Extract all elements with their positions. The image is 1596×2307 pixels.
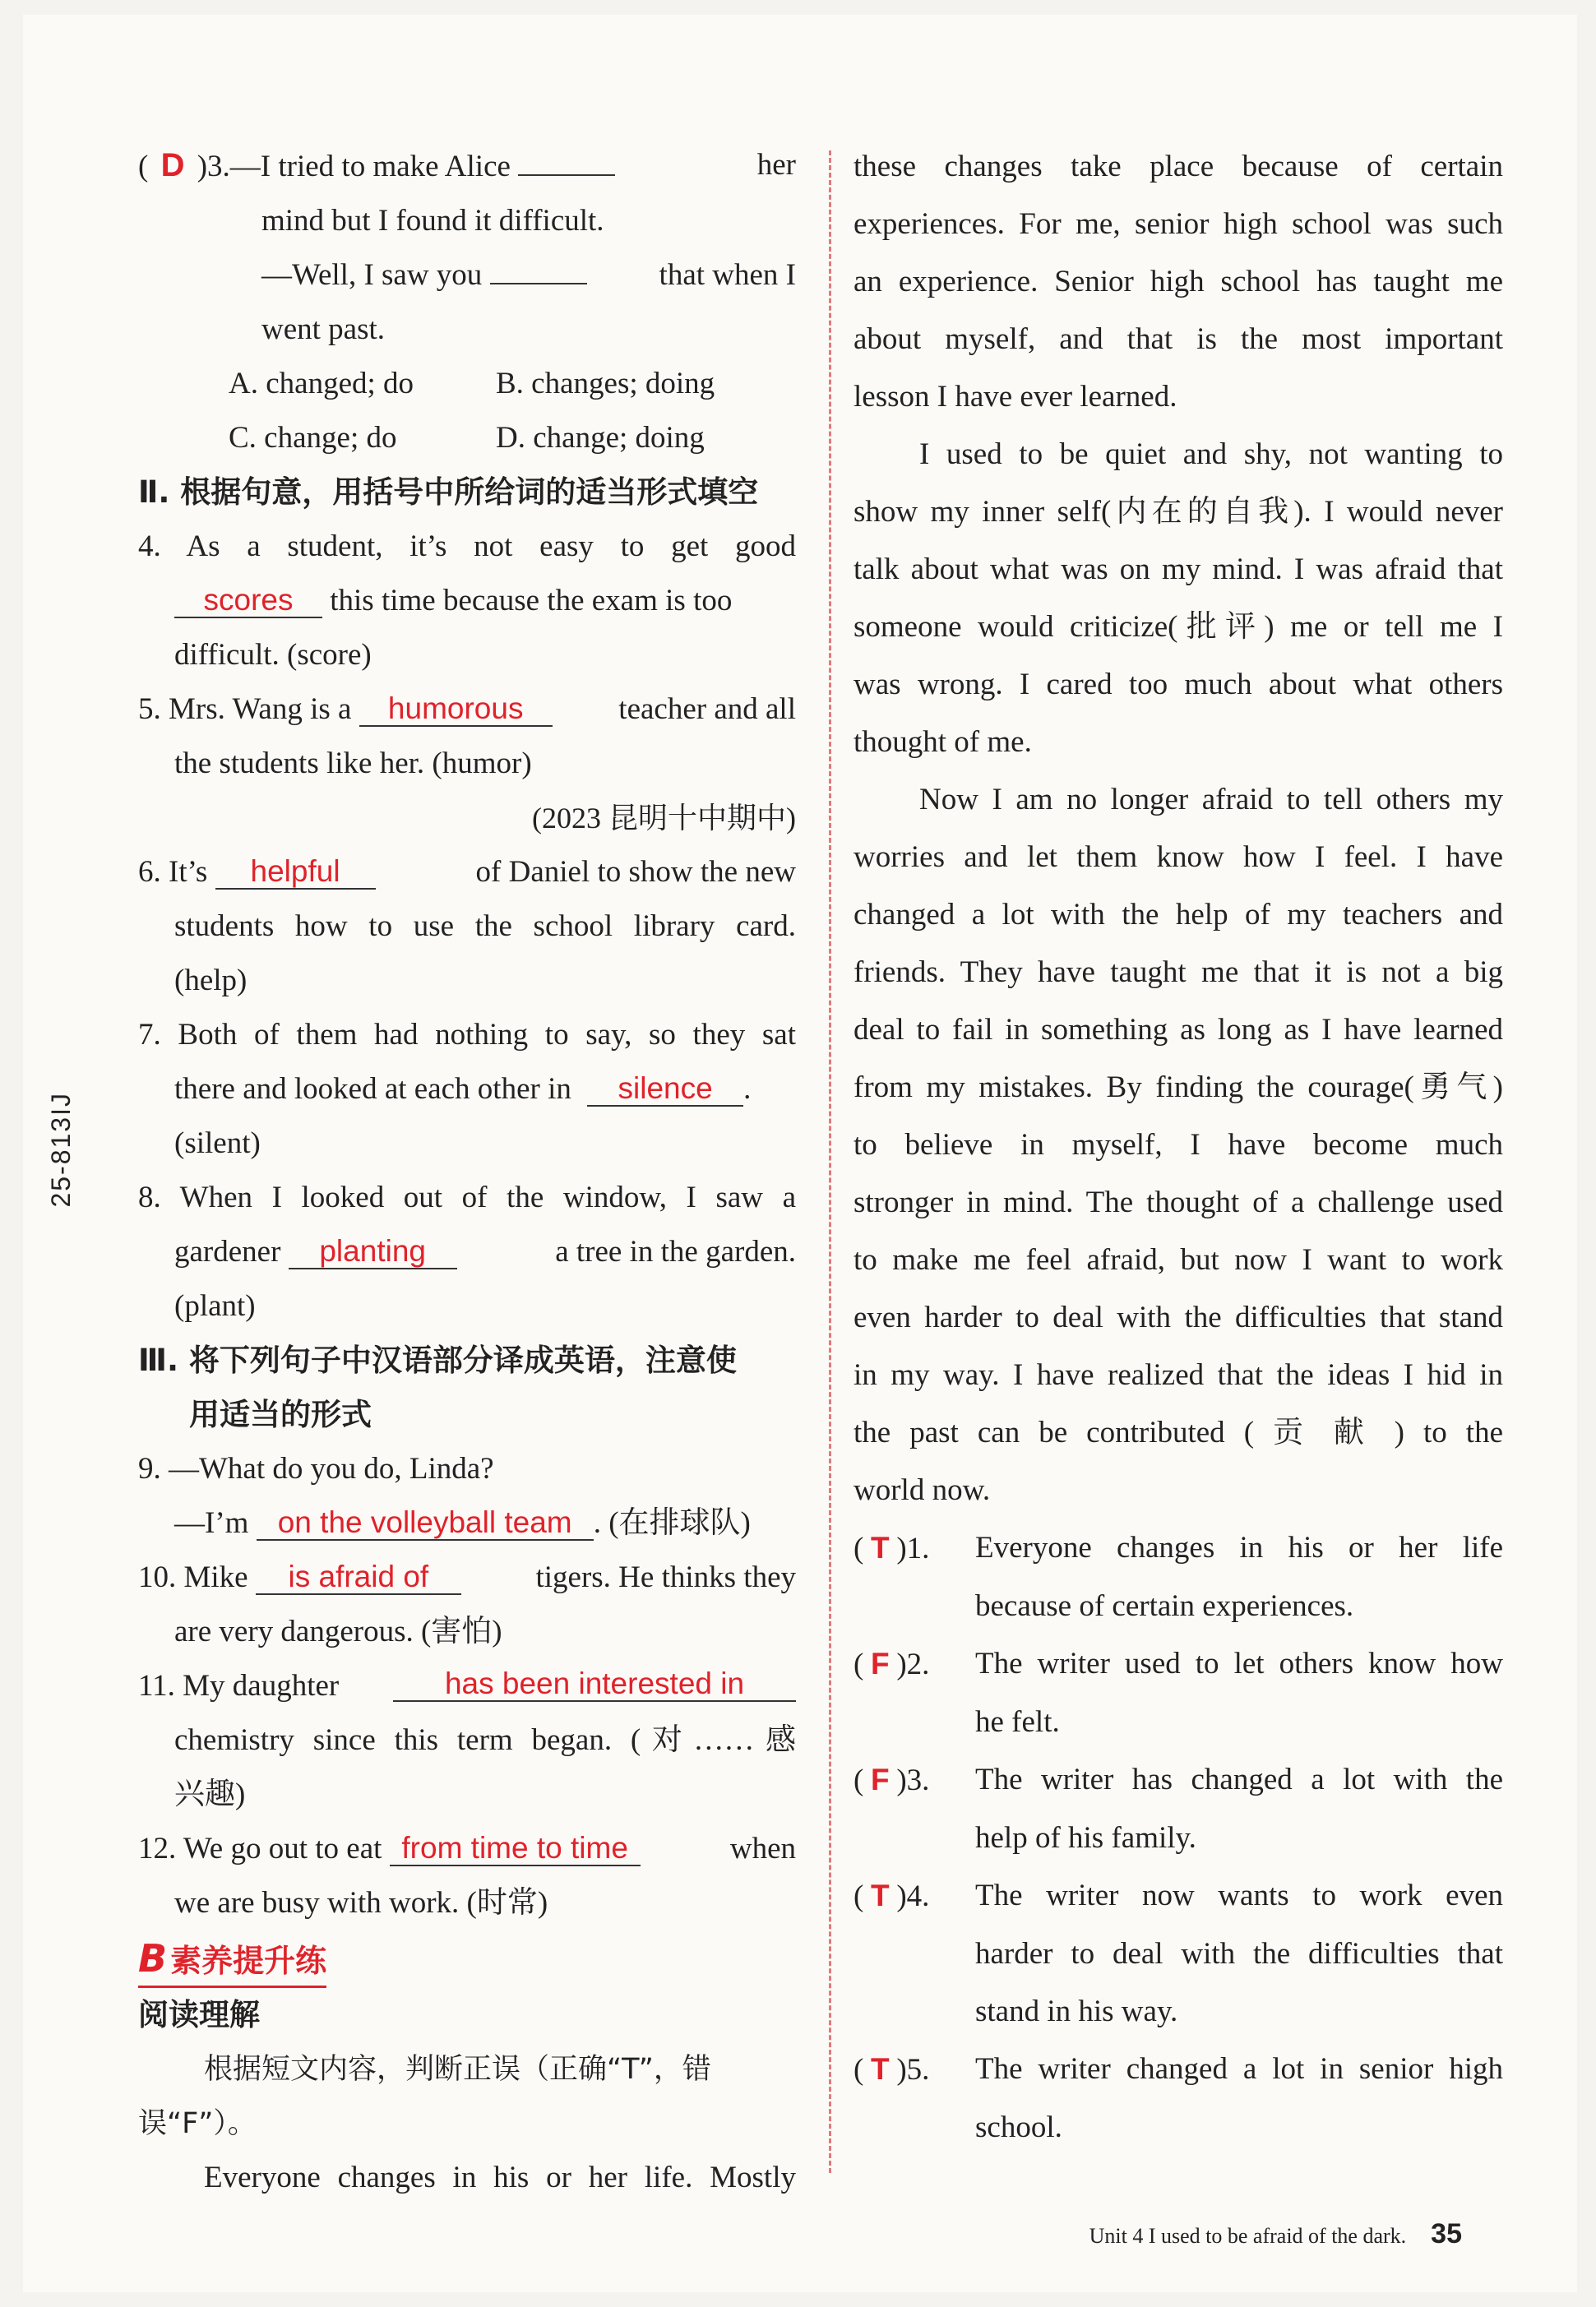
q3-line3-text: —Well, I saw you xyxy=(261,258,483,292)
q5-text-end: teacher and all xyxy=(618,692,796,726)
tf5-line2: school. xyxy=(975,2111,1062,2144)
q10-text-end: tigers. He thinks they xyxy=(535,1560,796,1594)
tf2-answer[interactable]: F xyxy=(871,1647,890,1681)
passage-p3-line2: worries and let them know how I feel. I have xyxy=(854,840,1503,874)
q11-answer[interactable]: has been interested in xyxy=(393,1667,796,1702)
section-b-letter: B xyxy=(138,1936,168,1981)
q3-answer: D xyxy=(160,147,185,183)
q11-text: 11. My daughter xyxy=(138,1669,340,1703)
q3-number: 3. xyxy=(207,150,230,183)
passage-p1-line1: these changes take place because of certain xyxy=(854,150,1503,183)
tf5-number: )5. xyxy=(896,2053,930,2087)
tf5-paren: ( xyxy=(854,2053,864,2087)
q12-line1 xyxy=(138,1822,796,1876)
q6-line1 xyxy=(138,845,796,899)
passage-p3-line3: changed a lot with the help of my teachers and xyxy=(854,898,1503,932)
tf-item-5 xyxy=(854,2041,1503,2099)
passage-line1: Everyone changes in his or her life. Mostly xyxy=(204,2161,796,2194)
q8-text-end: a tree in the garden. xyxy=(555,1235,796,1269)
passage-p2-line1: I used to be quiet and shy, not wanting to xyxy=(919,437,1503,471)
q6-answer[interactable]: helpful xyxy=(215,855,376,890)
passage-p3-line10: even harder to deal with the difficulties that stand xyxy=(854,1301,1503,1334)
column-divider xyxy=(829,150,831,2173)
q4-line3: difficult. (score) xyxy=(174,638,372,672)
q11-line1 xyxy=(138,1659,796,1713)
passage-p2-line6: thought of me. xyxy=(854,725,1032,759)
q8-answer[interactable]: planting xyxy=(289,1235,457,1269)
passage-p2-line3: talk about what was on my mind. I was afraid that xyxy=(854,552,1503,586)
q4-line1: 4. As a student, it’s not easy to get good xyxy=(138,529,796,563)
passage-p2-line2: show my inner self(内在的自我). I would never xyxy=(854,495,1503,529)
q5-line2: the students like her. (humor) xyxy=(174,747,532,780)
q3-text: —I tried to make Alice xyxy=(229,150,511,183)
q4-text: this time because the exam is too xyxy=(330,584,733,617)
tf1-line1: Everyone changes in his or her life xyxy=(975,1531,1503,1565)
q11-line3: 兴趣) xyxy=(174,1778,246,1811)
tf3-answer[interactable]: F xyxy=(871,1763,890,1796)
passage-p3-line8: stronger in mind. The thought of a challenge used xyxy=(854,1186,1503,1219)
section2-title: Ⅱ. 根据句意，用括号中所给词的适当形式填空 xyxy=(138,474,759,510)
q3-option-a[interactable]: A. changed; do xyxy=(229,367,414,400)
reading-instruction-line2: 误“F”）。 xyxy=(138,2107,257,2140)
reading-title: 阅读理解 xyxy=(138,1997,260,2032)
passage-p3-line6: from my mistakes. By finding the courage(勇气) xyxy=(854,1070,1503,1104)
tf-item-3 xyxy=(854,1751,1503,1810)
tf1-line2: because of certain experiences. xyxy=(975,1589,1354,1623)
q6-line3: (help) xyxy=(174,964,247,997)
q3-blank-2[interactable] xyxy=(490,283,587,284)
q8-line2 xyxy=(138,1225,796,1279)
passage-p1-line5: lesson I have ever learned. xyxy=(854,380,1177,414)
q10-text: 10. Mike xyxy=(138,1560,248,1594)
q10-answer[interactable]: is afraid of xyxy=(256,1560,461,1595)
left-column xyxy=(138,138,796,2205)
q3-line3-end: that when I xyxy=(659,258,796,292)
side-code: 25-813IJ xyxy=(46,1092,76,1208)
tf1-answer[interactable]: T xyxy=(871,1531,890,1565)
q3-text-end: her xyxy=(756,148,796,182)
q3-blank-1[interactable] xyxy=(518,174,615,176)
q8-text: gardener xyxy=(174,1235,281,1269)
q3-paren-close: ) xyxy=(197,150,208,183)
q3-options-row2 xyxy=(138,411,796,465)
q7-answer[interactable]: silence xyxy=(587,1072,743,1107)
passage-p1-line4: about myself, and that is the most important xyxy=(854,322,1503,356)
tf4-line3: stand in his way. xyxy=(975,1995,1178,2028)
q3-option-c[interactable]: C. change; do xyxy=(229,421,397,455)
q8-line1: 8. When I looked out of the window, I saw a xyxy=(138,1181,796,1214)
q6-text-end: of Daniel to show the new xyxy=(475,855,796,889)
tf4-answer[interactable]: T xyxy=(871,1879,890,1912)
passage-p1-line3: an experience. Senior high school has taught me xyxy=(854,265,1503,298)
q7-period: . xyxy=(743,1072,752,1106)
passage-p3-line4: friends. They have taught me that it is not a big xyxy=(854,955,1503,989)
q9-line2 xyxy=(138,1496,796,1551)
q4-line2 xyxy=(138,574,796,628)
q6-line2: students how to use the school library card. xyxy=(174,909,796,943)
right-column xyxy=(854,138,1503,2157)
tf3-paren: ( xyxy=(854,1764,864,1797)
q7-line3: (silent) xyxy=(174,1126,261,1160)
tf3-line2: help of his family. xyxy=(975,1821,1196,1855)
q7-text: there and looked at each other in xyxy=(174,1072,571,1106)
passage-p2-line4: someone would criticize(批评) me or tell me I xyxy=(854,610,1503,644)
tf-item-1 xyxy=(854,1519,1503,1578)
passage-p3-line11: in my way. I have realized that the ideas I hid in xyxy=(854,1358,1503,1392)
q5-source: (2023 昆明十中期中) xyxy=(532,802,796,834)
page-footer xyxy=(1089,2218,1462,2250)
tf4-paren: ( xyxy=(854,1879,864,1913)
tf4-line1: The writer now wants to work even xyxy=(975,1879,1503,1912)
q3-line2: mind but I found it difficult. xyxy=(261,204,604,238)
tf1-number: )1. xyxy=(896,1532,930,1565)
q6-text: 6. It’s xyxy=(138,855,208,889)
q12-answer[interactable]: from time to time xyxy=(390,1832,641,1866)
tf4-line2: harder to deal with the difficulties that xyxy=(975,1937,1503,1971)
passage-p2-line5: was wrong. I cared too much about what others xyxy=(854,668,1503,701)
passage-p3-line5: deal to fail in something as long as I have learned xyxy=(854,1013,1503,1047)
q9-text: —I’m xyxy=(174,1506,249,1540)
q3-paren: ( xyxy=(138,150,149,183)
tf5-line1: The writer changed a lot in senior high xyxy=(975,2052,1503,2086)
tf2-number: )2. xyxy=(896,1648,930,1681)
passage-p3-line1: Now I am no longer afraid to tell others my xyxy=(919,783,1503,816)
q12-text-end: when xyxy=(729,1832,796,1865)
q3-line1 xyxy=(138,138,796,194)
section-b-header xyxy=(138,1934,796,1988)
q9-line1: 9. —What do you do, Linda? xyxy=(138,1452,494,1486)
q11-line2: chemistry since this term began. (对……感 xyxy=(174,1723,796,1757)
q9-hint: . (在排球队) xyxy=(593,1506,751,1540)
q12-line2: we are busy with work. (时常) xyxy=(174,1886,548,1920)
tf3-number: )3. xyxy=(896,1764,930,1797)
q3-option-b[interactable]: B. changes; doing xyxy=(496,367,715,400)
passage-p1-line2: experiences. For me, senior high school was such xyxy=(854,207,1503,241)
q9-answer[interactable]: on the volleyball team xyxy=(257,1506,594,1541)
passage-p3-line9: to make me feel afraid, but now I want to work xyxy=(854,1243,1503,1277)
passage-p3-line13: world now. xyxy=(854,1473,991,1507)
tf2-paren: ( xyxy=(854,1648,864,1681)
footer-unit-title: Unit 4 I used to be afraid of the dark. xyxy=(1089,2224,1407,2248)
tf-item-2 xyxy=(854,1635,1503,1694)
q4-answer[interactable]: scores xyxy=(174,584,322,618)
tf2-line2: he felt. xyxy=(975,1705,1060,1739)
workbook-page xyxy=(23,15,1577,2292)
q3-options-row1 xyxy=(138,357,796,411)
q3-line4: went past. xyxy=(261,312,386,346)
tf4-number: )4. xyxy=(896,1879,930,1913)
tf-item-4 xyxy=(854,1867,1503,1926)
q5-answer[interactable]: humorous xyxy=(359,692,553,727)
q7-line1: 7. Both of them had nothing to say, so they sat xyxy=(138,1018,796,1052)
q3-line3 xyxy=(138,248,796,303)
q5-line1 xyxy=(138,682,796,737)
tf3-line1: The writer has changed a lot with the xyxy=(975,1763,1503,1796)
q3-option-d[interactable]: D. change; doing xyxy=(496,421,705,455)
q10-line2: are very dangerous. (害怕) xyxy=(174,1615,502,1648)
q12-text: 12. We go out to eat xyxy=(138,1832,382,1865)
section3-title-line1: Ⅲ. 将下列句子中汉语部分译成英语，注意使 xyxy=(138,1343,737,1378)
tf2-line1: The writer used to let others know how xyxy=(975,1647,1503,1681)
section-b-title: 素养提升练 xyxy=(170,1943,327,1979)
section-b-badge xyxy=(138,1934,326,1988)
q7-line2 xyxy=(138,1062,796,1117)
passage-p3-line7: to believe in myself, I have become much xyxy=(854,1128,1503,1162)
q8-line3: (plant) xyxy=(174,1289,256,1323)
tf1-paren: ( xyxy=(854,1532,864,1565)
q10-line1 xyxy=(138,1551,796,1605)
passage-p3-line12: the past can be contributed ( 贡 献 ) to the xyxy=(854,1416,1503,1449)
page-number: 35 xyxy=(1431,2218,1462,2249)
section3-title-line2: 用适当的形式 xyxy=(189,1397,372,1432)
reading-instruction-line1: 根据短文内容，判断正误（正确“T”，错 xyxy=(204,2053,711,2086)
tf5-answer[interactable]: T xyxy=(871,2052,890,2086)
q5-text: 5. Mrs. Wang is a xyxy=(138,692,352,726)
